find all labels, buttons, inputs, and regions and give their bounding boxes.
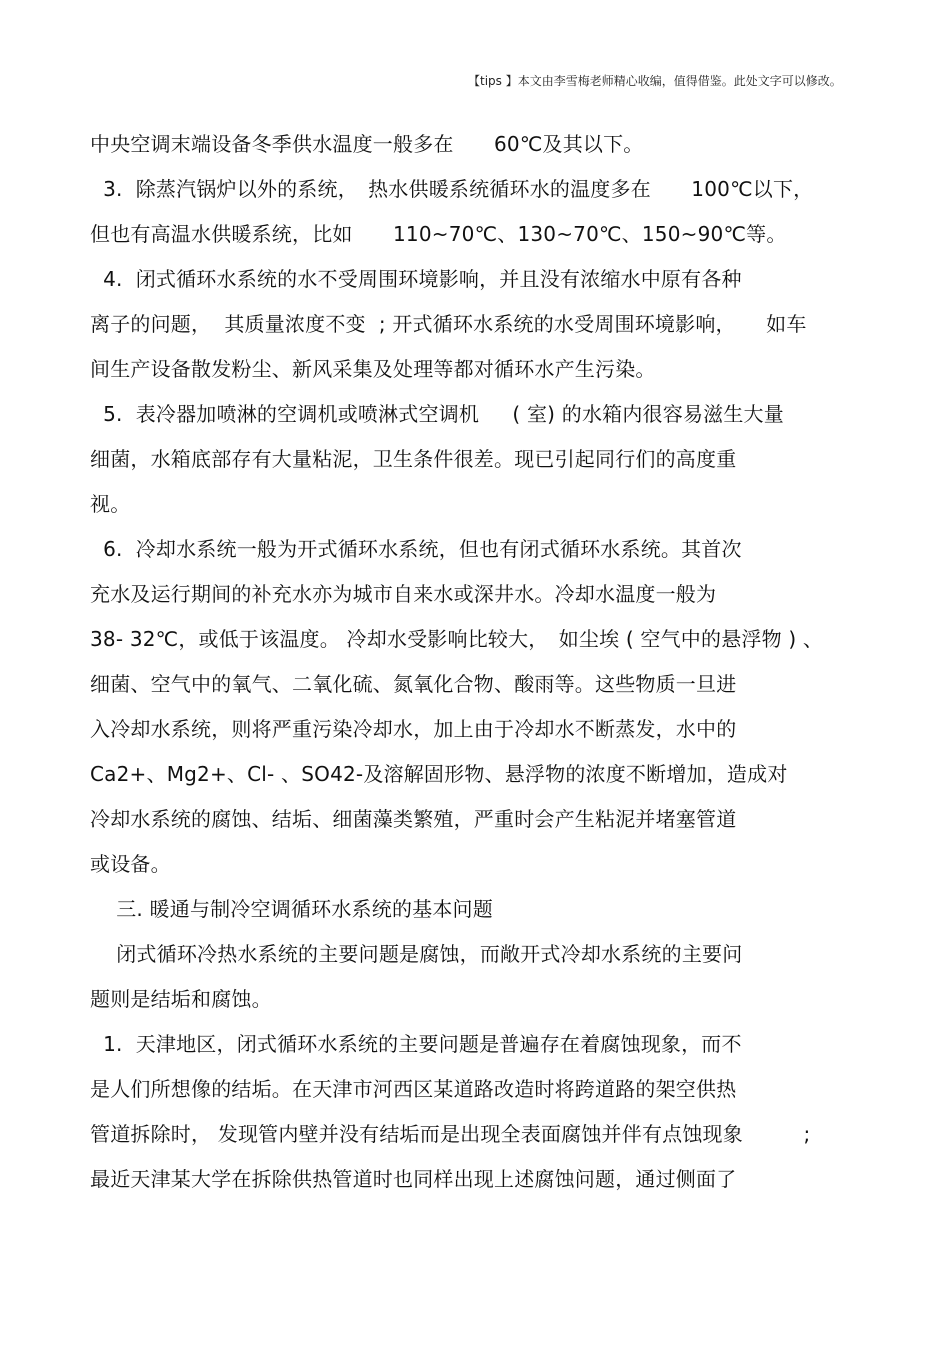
text-line: 最近天津某大学在拆除供热管道时也同样出现上述腐蚀问题，通过侧面了: [90, 1167, 737, 1191]
text-line: 视。: [90, 492, 131, 516]
text-line: 离子的问题， 其质量浓度不变 ; 开式循环水系统的水受周围环境影响， 如车: [90, 312, 807, 336]
text-line: 间生产设备散发粉尘、新风采集及处理等都对循环水产生污染。: [90, 357, 656, 381]
text-line: 5. 表冷器加喷淋的空调机或喷淋式空调机 ( 室) 的水箱内很容易滋生大量: [90, 402, 784, 426]
text-line: 或设备。: [90, 852, 171, 876]
text-line: 但也有高温水供暖系统，比如 110~70℃、130~70℃、150~90℃等。: [90, 222, 787, 246]
text-line: 闭式循环冷热水系统的主要问题是腐蚀，而敞开式冷却水系统的主要问: [90, 942, 743, 966]
text-line: 冷却水系统的腐蚀、结垢、细菌藻类繁殖，严重时会产生粘泥并堵塞管道: [90, 807, 737, 831]
text-line: 3. 除蒸汽锅炉以外的系统， 热水供暖系统循环水的温度多在 100℃以下，: [90, 177, 814, 201]
text-line: 38- 32℃，或低于该温度。 冷却水受影响比较大， 如尘埃 ( 空气中的悬浮物 ) 、: [90, 627, 824, 651]
header-tips: 【tips 】本文由李雪梅老师精心收编，值得借鉴。此处文字可以修改。: [468, 74, 842, 88]
text-line: 1. 天津地区，闭式循环水系统的主要问题是普遍存在着腐蚀现象，而不: [90, 1032, 742, 1056]
text-line: 细菌，水箱底部存有大量粘泥，卫生条件很差。现已引起同行们的高度重: [90, 447, 737, 471]
text-line: 细菌、空气中的氧气、二氧化硫、氮氧化合物、酸雨等。这些物质一旦进: [90, 672, 737, 696]
text-line: Ca2+、Mg2+、Cl- 、SO42-及溶解固形物、悬浮物的浓度不断增加，造成对: [90, 762, 788, 786]
text-line: 4. 闭式循环水系统的水不受周围环境影响，并且没有浓缩水中原有各种: [90, 267, 742, 291]
text-line: 管道拆除时， 发现管内壁并没有结垢而是出现全表面腐蚀并伴有点蚀现象 ;: [90, 1122, 811, 1146]
text-line: 6. 冷却水系统一般为开式循环水系统，但也有闭式循环水系统。其首次: [90, 537, 742, 561]
text-line: 中央空调末端设备冬季供水温度一般多在 60℃及其以下。: [90, 132, 644, 156]
text-line: 是人们所想像的结垢。在天津市河西区某道路改造时将跨道路的架空供热: [90, 1077, 737, 1101]
section-heading: 三. 暖通与制冷空调循环水系统的基本问题: [90, 897, 493, 921]
text-line: 充水及运行期间的补充水亦为城市自来水或深井水。冷却水温度一般为: [90, 582, 717, 606]
text-line: 题则是结垢和腐蚀。: [90, 987, 272, 1011]
text-line: 入冷却水系统，则将严重污染冷却水，加上由于冷却水不断蒸发，水中的: [90, 717, 737, 741]
